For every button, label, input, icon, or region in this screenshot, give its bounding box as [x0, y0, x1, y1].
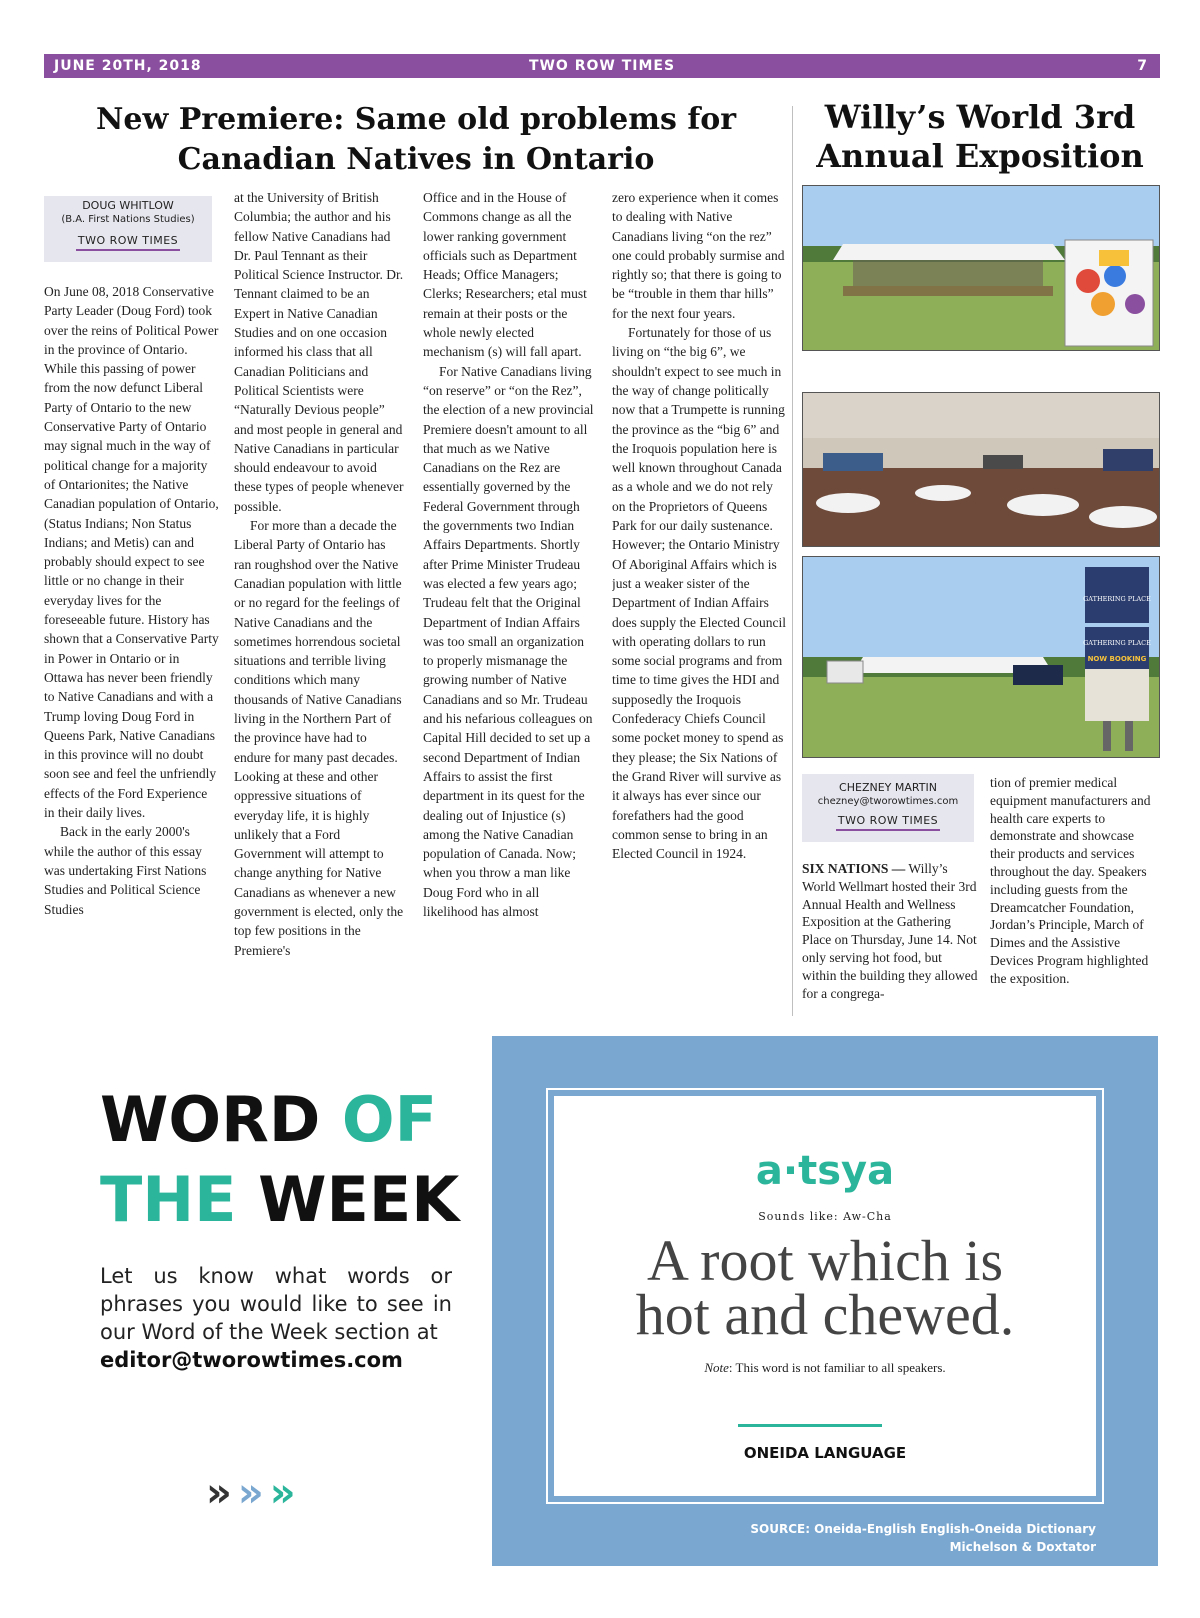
byline-publication: TWO ROW TIMES [76, 234, 180, 251]
author-credentials: (B.A. First Nations Studies) [61, 214, 195, 225]
word-of-week-title [100, 1080, 460, 1240]
article-paragraph [802, 860, 978, 1002]
divider-rule [738, 1424, 882, 1427]
editor-email-link[interactable]: editor@tworowtimes.com [100, 1348, 403, 1372]
article-text: Willy’s World Wellmart hosted their 3rd Annual Health and Wellness Exposition at the Gathering Place on Thursday, June 14. Not only serving hot food, but within the building they allowed for a congrega- [802, 861, 978, 1001]
oneida-word: a·tsya [755, 1148, 895, 1194]
title-week: WEEK [258, 1163, 460, 1236]
photo-outdoor-trailer [802, 185, 1160, 351]
side-headline-line1: Willy’s World 3rd [824, 98, 1136, 136]
article-paragraph: Office and in the House of Commons change as all the lower ranking government officials such as Department Heads; Office Managers; Clerks; Researchers; etal must remain at their posts or the whole newly elected mechanism (s) will fall apart. [423, 190, 587, 360]
side-article-column-2 [990, 774, 1160, 1020]
sign-gathering-place-top: GATHERING PLACE [1083, 595, 1151, 603]
side-article-headline [800, 98, 1160, 176]
source-line1: SOURCE: Oneida-English English-Oneida Dictionary [750, 1522, 1096, 1536]
main-headline-line1: New Premiere: Same old problems for [95, 102, 737, 137]
sign-now-booking: NOW BOOKING [1087, 655, 1147, 663]
sign-gathering-place-mid: GATHERING PLACE [1083, 639, 1151, 647]
word-of-week-panel [492, 1036, 1158, 1566]
dictionary-source [750, 1520, 1096, 1556]
word-meaning [554, 1228, 1096, 1347]
article-paragraph: Fortunately for those of us living on “the big 6”, we shouldn't expect to see much in the way of change politically now that a Trumpette is running the province as the “big 6” and the Iroquois population here is well known throughout Canada as a whole and we do not rely on the Proprietors of Queens Park for our daily sustenance. However; the Ontario Ministry Of Aboriginal Affairs which is just a weaker sister of the Department of Indian Affairs does supply the Elected Council with operating dollars to run some social programs and from time to time gives the HDI and supposedly the Iroquois Confederacy Chiefs Council some pocket money to spend as they please; the Six Nations of the Grand River will survive as it always has ever since our forefathers had the good common sense to bring in an Elected Council in 1924. [612, 325, 786, 862]
photo-gathering-place-sign [802, 556, 1160, 758]
article-paragraph: zero experience when it comes to dealing with Native Canadians living “on the rez” one could probably surmise and rightly so; that there is going to be “trouble in them thar hills” for the next four years. [612, 190, 785, 321]
main-article-column-1 [44, 282, 220, 1012]
article-paragraph: Back in the early 2000's while the author of this essay was undertaking First Nations Studies and Political Science Studies [44, 824, 207, 917]
publication-name: TWO ROW TIMES [528, 58, 676, 74]
dateline: SIX NATIONS — [802, 861, 906, 876]
byline-publication: TWO ROW TIMES [836, 814, 940, 831]
meaning-line2: hot and chewed. [635, 1282, 1015, 1347]
title-word: WORD [100, 1083, 321, 1156]
title-the: THE [100, 1163, 237, 1236]
main-article-column-2 [234, 188, 406, 1012]
note-label: Note [704, 1360, 729, 1375]
chevron-right-icon: » [237, 1470, 270, 1516]
main-article-byline [44, 196, 212, 262]
page-header-bar [44, 54, 1160, 78]
article-paragraph: On June 08, 2018 Conservative Party Leader (Doug Ford) took over the reins of Political Power in the province of Ontario. While this passing of power from the now defunct Liberal Party of Ontario to the new Conservative Party of Ontario may signal much in the way of political change for a majority of Ontarionites; the Native Canadian population of Ontario, (Status Indians; Non Status Indians; and Metis) can and probably should expect to see little or no change in their everyday lives for the foreseeable future. History has shown that a Conservative Party in Power in Ontario or in Ottawa has never been friendly to Native Canadians and with a Trump loving Doug Ford in Queens Park, Native Canadians in this province will no doubt soon see and feel the unfriendly effects of the Ford Experience in their daily lives. [44, 284, 219, 821]
word-of-week-prompt: Let us know what words or phrases you would like to see in our Word of the Week section at [100, 1264, 452, 1344]
word-note [554, 1360, 1096, 1376]
chevron-right-icon: » [206, 1470, 238, 1516]
article-paragraph: For more than a decade the Liberal Party of Ontario has ran roughshod over the Native Canadian population with little or no regard for the feelings of Native Canadians and the sometimes horrendous societal situations and terrible living conditions which many thousands of Native Canadians living in the Northern Part of the province have had to endure for many past decades. Looking at these and other oppressive situations of everyday life, it is highly unlikely that a Ford Government will attempt to change anything for Native Canadians as whenever a new government is elected, only the top few positions in the Premiere's [234, 518, 404, 958]
issue-date: JUNE 20TH, 2018 [54, 58, 202, 74]
word-card [554, 1096, 1096, 1496]
source-line2: Michelson & Doxtator [949, 1540, 1096, 1554]
pronunciation: Sounds like: Aw-Cha [758, 1210, 892, 1223]
author-name: CHEZNEY MARTIN [839, 781, 937, 794]
side-article-column-1 [802, 860, 978, 1020]
page-number: 7 [1137, 58, 1148, 74]
side-headline-line2: Annual Exposition [816, 137, 1144, 175]
main-headline-line2: Canadian Natives in Ontario [177, 142, 655, 177]
title-of: OF [341, 1083, 437, 1156]
note-text: : This word is not familiar to all speakers. [728, 1360, 946, 1375]
author-name: DOUG WHITLOW [82, 199, 174, 212]
language-label: ONEIDA LANGUAGE [743, 1444, 907, 1462]
chevron-arrows [206, 1470, 302, 1516]
article-paragraph: at the University of British Columbia; the author and his fellow Native Canadians had Dr. Paul Tennant as their Political Science Instructor. Dr. Tennant claimed to be an Expert in Native Canadian Studies and on one occasion informed his class that all Canadian Politicians and Political Scientists were “Naturally Devious people” and most people in general and Native Canadians in particular should endeavour to avoid these types of people whenever possible. [234, 190, 404, 514]
main-article-headline [44, 100, 788, 180]
main-article-column-3 [423, 188, 597, 1012]
author-email: chezney@tworowtimes.com [817, 796, 959, 807]
side-article-byline [802, 774, 974, 842]
chevron-right-icon: » [269, 1470, 302, 1516]
main-article-column-4 [612, 188, 786, 1012]
meaning-line1: A root which is [646, 1228, 1004, 1293]
article-paragraph: tion of premier medical equipment manufacturers and health care experts to demonstrate and showcase their products and services throughout the day. Speakers including guests from the Dreamcatcher Foundation, Jordan’s Principle, March of Dimes and the Assistive Devices Program highlighted the exposition. [990, 775, 1151, 986]
photo-indoor-hall [802, 392, 1160, 547]
column-divider [792, 106, 793, 1016]
article-paragraph: For Native Canadians living “on reserve” or “on the Rez”, the election of a new provincial Premiere doesn't amount to all that much as we Native Canadians on the Rez are essentially governed by the Federal Government through the governments two Indian Affairs Departments. Shortly after Prime Minister Trudeau was elected a few years ago; Trudeau felt that the Original Department of Indian Affairs was too small an organization to properly mismanage the growing number of Native Canadians and so Mr. Trudeau and his nefarious colleagues on Capital Hill decided to set up a second Department of Indian Affairs to assist the first department in its quest for the dealing out of Injustice (s) among the Native Canadian population of Canada. Now; when you throw a man like Doug Ford who in all likelihood has almost [423, 363, 594, 919]
